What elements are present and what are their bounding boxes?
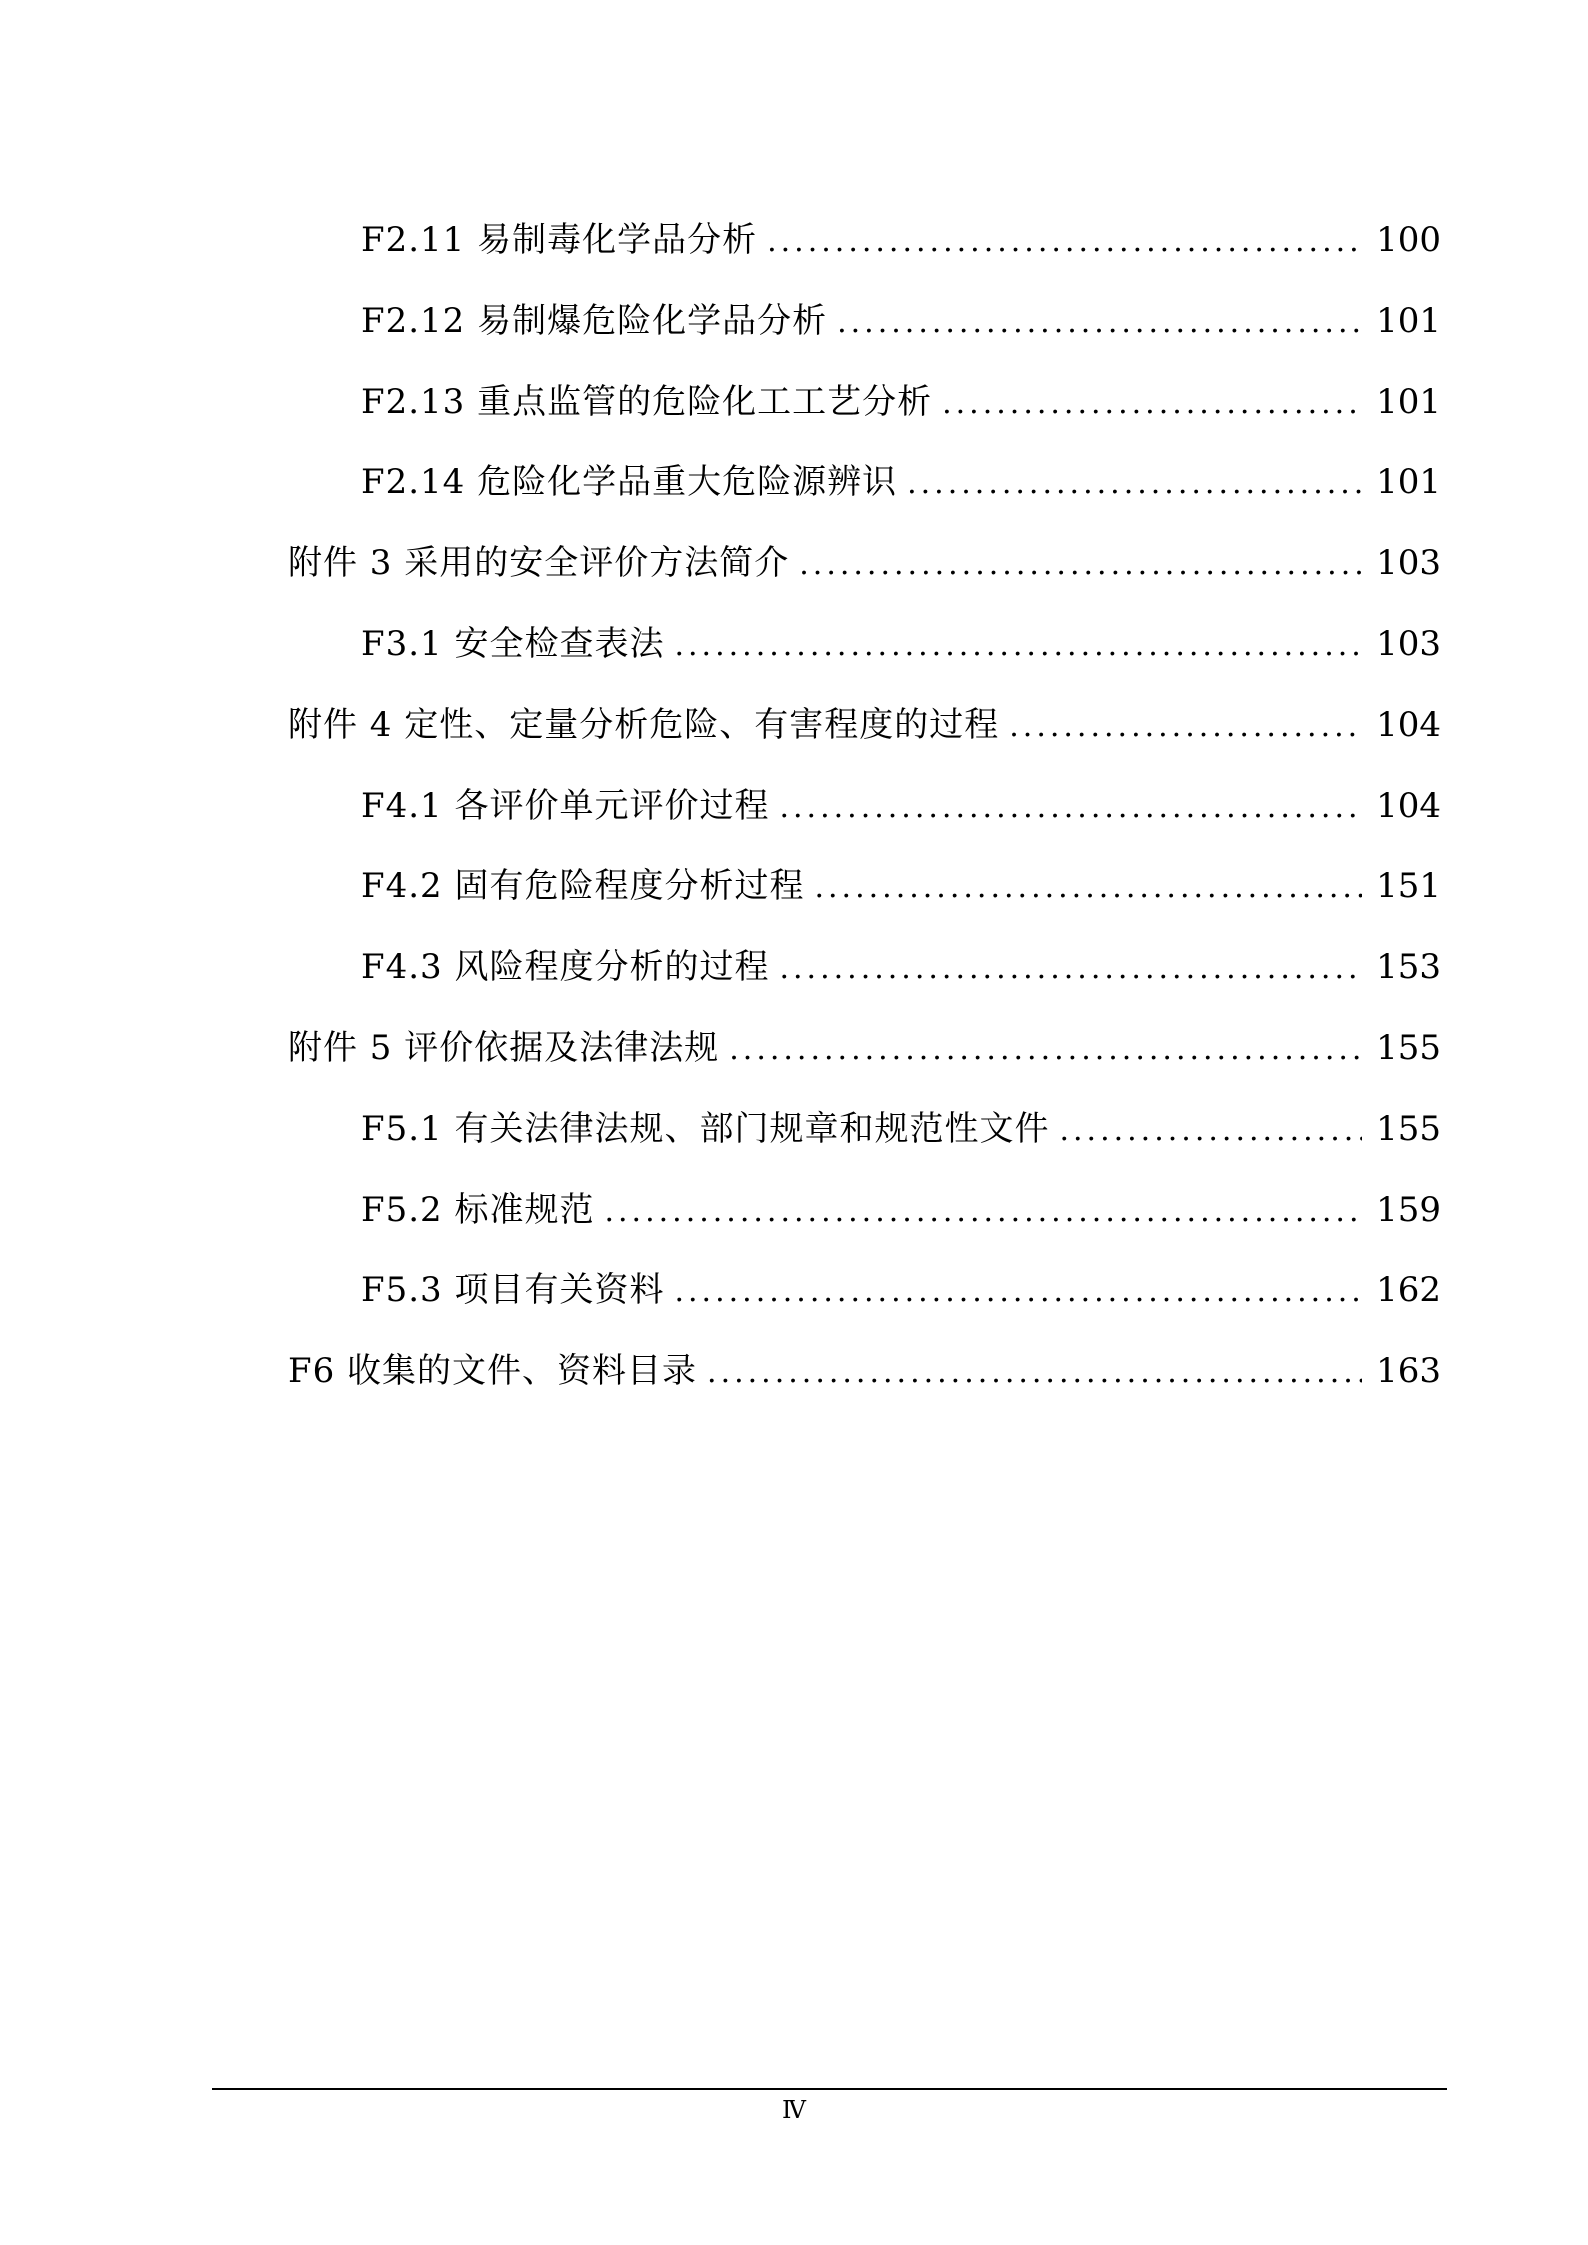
toc-page-number: 101	[1376, 462, 1441, 502]
toc-entry-title: F4.2 固有危险程度分析过程	[361, 866, 805, 906]
toc-dot-leader	[837, 293, 1362, 353]
toc-page-number: 100	[1376, 220, 1441, 260]
toc-page-number: 153	[1376, 947, 1441, 987]
toc-dot-leader	[907, 454, 1362, 514]
toc-page-number: 155	[1376, 1028, 1441, 1068]
toc-entry[interactable]	[361, 291, 1441, 351]
footer-divider	[212, 2088, 1447, 2090]
toc-entry[interactable]	[361, 614, 1441, 674]
toc-entry-title: F4.3 风险程度分析的过程	[361, 947, 770, 987]
toc-dot-leader	[779, 939, 1362, 999]
toc-entry-title: F4.1 各评价单元评价过程	[361, 786, 770, 826]
toc-dot-leader	[707, 1343, 1362, 1403]
toc-entry-title: F5.2 标准规范	[361, 1190, 595, 1230]
toc-entry-title: F2.11 易制毒化学品分析	[361, 220, 758, 260]
toc-entry[interactable]	[361, 1180, 1441, 1240]
toc-page-number: 101	[1376, 301, 1441, 341]
toc-entry-title: F6 收集的文件、资料目录	[288, 1351, 698, 1391]
toc-entry-title: 附件 3 采用的安全评价方法简介	[288, 543, 790, 583]
footer-page-number: Ⅳ	[782, 2098, 806, 2124]
toc-entry-title: F3.1 安全检查表法	[361, 624, 665, 664]
toc-page-number: 103	[1376, 543, 1441, 583]
toc-entry[interactable]	[361, 856, 1441, 916]
toc-page-number: 104	[1376, 705, 1441, 745]
toc-entry-title: F2.14 危险化学品重大危险源辨识	[361, 462, 898, 502]
toc-dot-leader	[1059, 1101, 1362, 1161]
toc-entry[interactable]	[288, 695, 1441, 755]
toc-page-number: 162	[1376, 1270, 1441, 1310]
toc-entry-title: F2.12 易制爆危险化学品分析	[361, 301, 828, 341]
toc-entry[interactable]	[288, 1018, 1441, 1078]
toc-entry-title: 附件 4 定性、定量分析危险、有害程度的过程	[288, 705, 1000, 745]
toc-page-number: 104	[1376, 786, 1441, 826]
toc-dot-leader	[674, 616, 1362, 676]
toc-entry[interactable]	[361, 452, 1441, 512]
toc-dot-leader	[1009, 697, 1362, 757]
toc-page-number: 159	[1376, 1190, 1441, 1230]
toc-entry-title: F5.3 项目有关资料	[361, 1270, 665, 1310]
toc-dot-leader	[799, 535, 1362, 595]
toc-entry[interactable]	[361, 1099, 1441, 1159]
toc-dot-leader	[942, 374, 1362, 434]
toc-entry[interactable]	[288, 1341, 1441, 1401]
toc-page-number: 151	[1376, 866, 1441, 906]
toc-entry[interactable]	[361, 210, 1441, 270]
toc-entry[interactable]	[288, 533, 1441, 593]
toc-page-number: 155	[1376, 1109, 1441, 1149]
toc-page-number: 103	[1376, 624, 1441, 664]
toc-page-number: 163	[1376, 1351, 1441, 1391]
toc-entry[interactable]	[361, 372, 1441, 432]
toc-entry[interactable]	[361, 1260, 1441, 1320]
toc-dot-leader	[674, 1262, 1362, 1322]
toc-dot-leader	[814, 858, 1362, 918]
toc-entry-title: F2.13 重点监管的危险化工工艺分析	[361, 382, 933, 422]
toc-dot-leader	[604, 1182, 1362, 1242]
toc-entry[interactable]	[361, 937, 1441, 997]
toc-entry-title: F5.1 有关法律法规、部门规章和规范性文件	[361, 1109, 1050, 1149]
toc-entry[interactable]	[361, 776, 1441, 836]
toc-page-number: 101	[1376, 382, 1441, 422]
toc-dot-leader	[779, 778, 1362, 838]
toc-dot-leader	[729, 1020, 1362, 1080]
toc-dot-leader	[767, 212, 1362, 272]
toc-entry-title: 附件 5 评价依据及法律法规	[288, 1028, 720, 1068]
